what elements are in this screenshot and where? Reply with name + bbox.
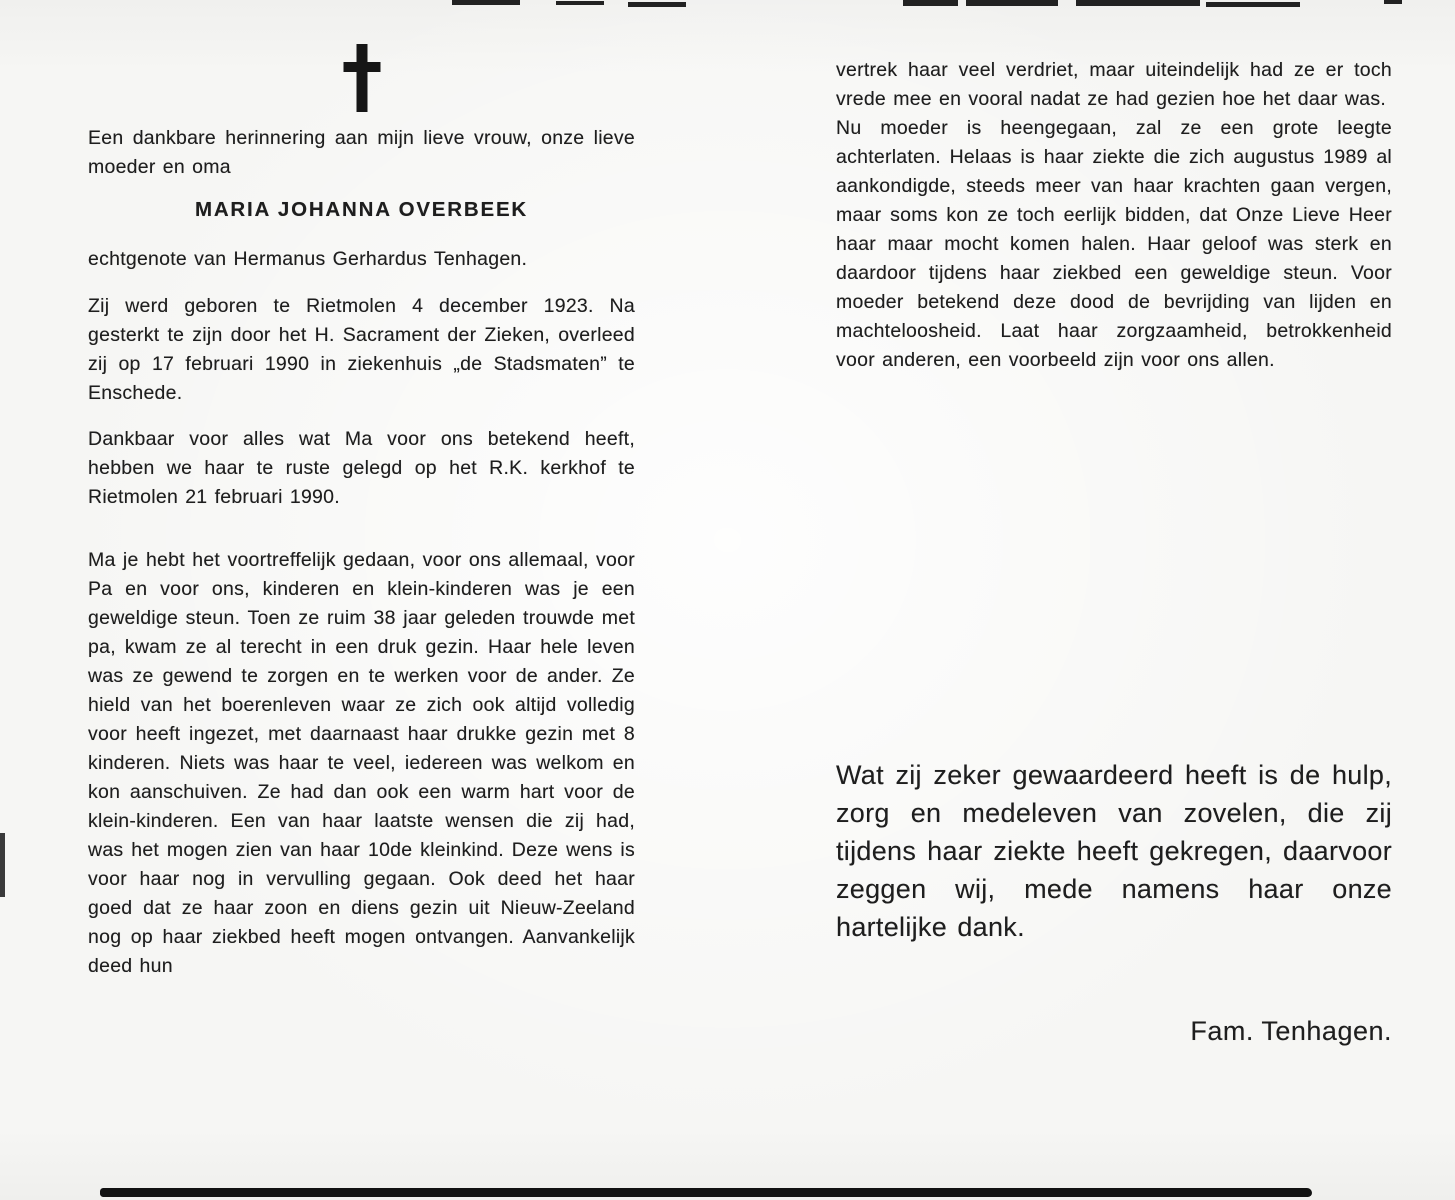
burial-paragraph: Dankbaar voor alles wat Ma voor ons betekend heeft, hebben we haar te ruste gelegd op het R.K. kerkhof te Rietmolen 21 februari 1990. (88, 428, 635, 508)
cross-icon (88, 44, 635, 116)
scan-artifact (966, 0, 1058, 6)
family-signature: Fam. Tenhagen. (1190, 1016, 1392, 1046)
scan-artifact (628, 2, 686, 7)
scan-artifact (1206, 2, 1300, 7)
scan-artifact-edge-mark (0, 833, 5, 897)
continuation-paragraph: vertrek haar veel verdriet, maar uiteindelijk had ze er toch vrede mee en vooral nadat ze had gezien hoe het daar was. (836, 59, 1392, 110)
mother-paragraph: Nu moeder is heengegaan, zal ze een grote leegte achterlaten. Helaas is haar ziekte die zich augustus 1989 al aankondigde, steeds meer van haar krachten gaan vergen, maar soms kon ze toch eerlijk bidden, dat Onze Lieve Heer haar maar mocht komen halen. Haar geloof was sterk en daardoor tijdens haar ziekbed een geweldige steun. Voor moeder betekend deze dood de bevrijding van lijden en machteloosheid. Laat haar zorgzaamheid, betrokkenheid voor anderen, een voorbeeld zijn voor ons allen. (836, 117, 1392, 371)
relation-text: echtgenote van Hermanus Gerhardus Tenhagen. (88, 248, 528, 270)
scan-artifact (1076, 0, 1200, 6)
right-text-block (836, 56, 1392, 375)
birth-death-paragraph: Zij werd geboren te Rietmolen 4 december 1923. Na gesterkt te zijn door het H. Sacrament der Zieken, overleed zij op 17 februari 1990 in ziekenhuis „de Stadsmaten” te Enschede. (88, 295, 635, 404)
thanks-paragraph: Wat zij zeker gewaardeerd heeft is de hulp, zorg en medeleven van zovelen, die zij tijdens haar ziekte heeft gekregen, daarvoor zeggen wij, mede namens haar onze hartelijke dank. (836, 760, 1392, 942)
scan-artifact (556, 1, 604, 5)
scan-artifact (903, 0, 958, 6)
cross-horizontal-bar (343, 62, 380, 72)
scan-artifact-bottom-bar (100, 1188, 1312, 1197)
cross-vertical-bar (356, 44, 367, 112)
scan-artifact (1384, 0, 1402, 4)
scan-artifact (452, 0, 520, 5)
life-story-paragraph: Ma je hebt het voortreffelijk gedaan, voor ons allemaal, voor Pa en voor ons, kinderen en klein-kinderen was je een geweldige steun. Toen ze ruim 38 jaar geleden trouwde met pa, kwam ze al terecht in een druk gezin. Haar hele leven was ze gewend te zorgen en te werken voor de ander. Ze hield van het boerenleven waar ze zich ook altijd volledig voor heeft ingezet, met daarnaast haar drukke gezin met 8 kinderen. Niets was haar te veel, iedereen was welkom en kon aanschuiven. Ze had dan ook een warm hart voor de klein-kinderen. Een van haar laatste wensen die zij had, was het mogen zien van haar 10de kleinkind. Deze wens is voor haar nog in vervulling gegaan. Ook deed het haar goed dat ze haar zoon en diens gezin uit Nieuw-Zeeland nog op haar ziekbed heeft mogen ontvangen. Aanvankelijk deed hun (88, 549, 635, 977)
deceased-name: MARIA JOHANNA OVERBEEK (194, 198, 529, 221)
intro-text: Een dankbare herinnering aan mijn lieve vrouw, onze lieve moeder en oma (88, 127, 635, 178)
